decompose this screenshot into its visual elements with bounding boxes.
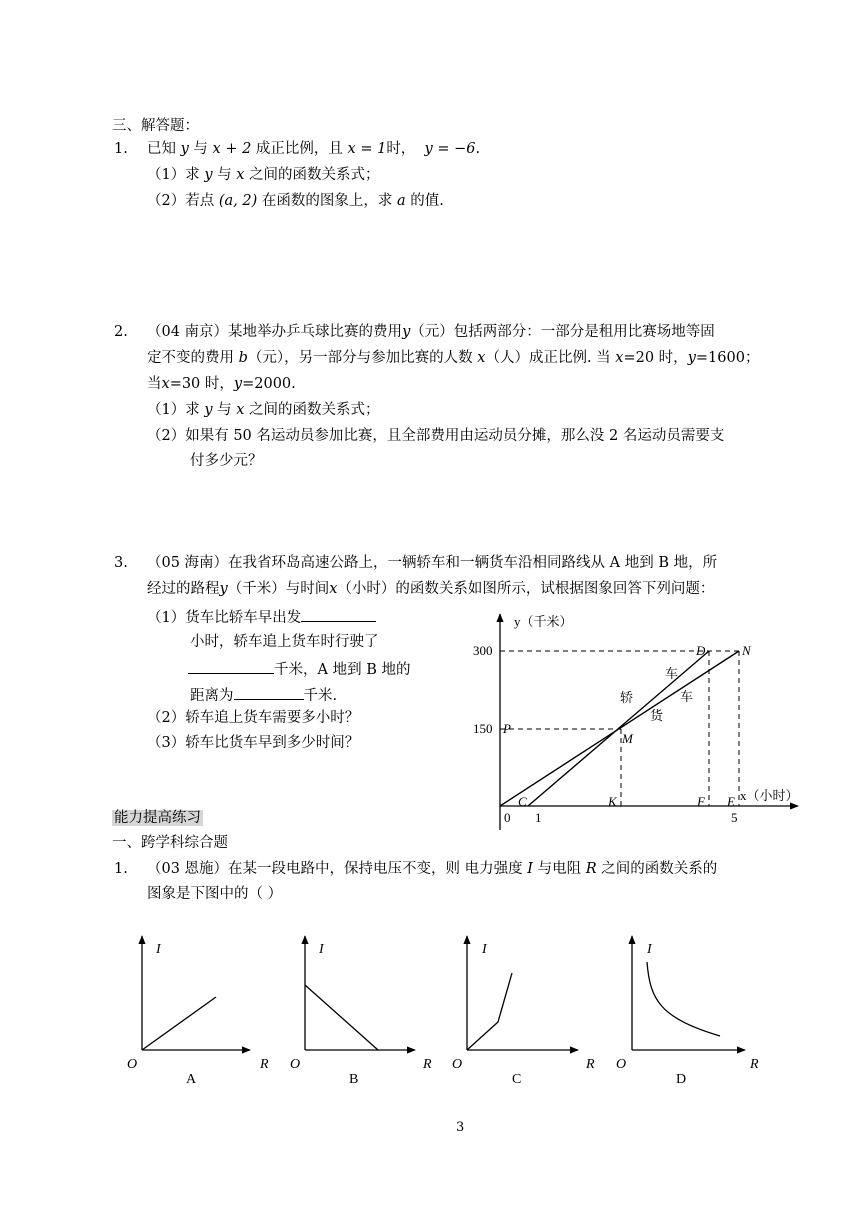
option-b-curve [305, 985, 378, 1050]
label-n: N [742, 643, 751, 658]
svg-text:R: R [423, 1057, 432, 1072]
svg-text:I: I [156, 942, 161, 957]
q3-number: 3. [114, 555, 128, 571]
option-c-graph [452, 936, 595, 1087]
option-b-letter: B [349, 1072, 359, 1087]
x-tick-5: 5 [731, 810, 738, 825]
q1-part2: （2）若点 (a, 2) 在函数的图象上，求 a 的值. [147, 193, 444, 209]
aq1-line2: 图象是下图中的（ ） [147, 886, 283, 902]
page-number: 3 [456, 1120, 465, 1135]
q3-part1-line2: 小时，轿车追上货车时行驶了 [190, 634, 379, 650]
q3-line2: 经过的路程y（千米）与时间x（小时）的函数关系如图所示，试根据图象回答下列问题： [147, 581, 715, 597]
label-p: P [503, 721, 511, 736]
label-c: C [518, 794, 527, 809]
distance-time-graph [460, 608, 810, 840]
option-d-graph [616, 936, 759, 1087]
label-f: F [697, 794, 705, 809]
truck-line [500, 651, 739, 806]
svg-text:O: O [616, 1057, 627, 1072]
svg-text:O: O [290, 1057, 301, 1072]
label-d: D [696, 643, 706, 658]
aq1-line1: （03 恩施）在某一段电路中，保持电压不变，则 电力强度 I 与电阻 R 之间的函数关系的 [147, 861, 718, 877]
option-c-curve [467, 973, 512, 1050]
q3-part1-line3: 千米，A 地到 B 地的 [188, 658, 410, 680]
answer-blank-2[interactable] [188, 658, 274, 674]
svg-text:I: I [647, 942, 652, 957]
option-b-graph [290, 936, 432, 1087]
q2-part2-line2: 付多少元？ [190, 453, 263, 469]
option-d-letter: D [676, 1072, 687, 1087]
option-graphs [120, 928, 770, 1090]
label-k: K [608, 794, 617, 809]
q3-line1: （05 海南）在我省环岛高速公路上，一辆轿车和一辆货车沿相同路线从 A 地到 B 地，所 [147, 555, 718, 571]
truck-char: 货 [650, 708, 664, 723]
q3-part2: （2）轿车追上货车需要多小时？ [147, 710, 360, 726]
option-d-curve [647, 962, 720, 1036]
car-char-lower: 车 [680, 689, 694, 704]
svg-text:O: O [452, 1057, 463, 1072]
ability-subheading: 一、跨学科综合题 [112, 835, 228, 851]
x-axis-label: x（小时） [740, 788, 799, 803]
ability-title: 能力提高练习 [114, 810, 201, 826]
label-m: M [622, 731, 633, 746]
answer-blank-3[interactable] [234, 684, 304, 700]
q1-number: 1. [114, 141, 128, 157]
y-tick-300: 300 [473, 643, 493, 658]
q2-part2-line1: （2）如果有 50 名运动员参加比赛，且全部费用由运动员分摊，那么没 2 名运动员需要支 [147, 428, 725, 444]
q3-part3: （3）轿车比货车早到多少时间？ [147, 735, 360, 751]
option-c-letter: C [512, 1072, 522, 1087]
svg-text:R: R [750, 1057, 759, 1072]
aq1-number: 1. [114, 861, 128, 877]
svg-text:I: I [319, 942, 324, 957]
svg-text:I: I [482, 942, 487, 957]
q3-part1-line4: 距离为 千米. [190, 684, 337, 706]
car-char-upper: 车 [665, 666, 679, 681]
y-tick-150: 150 [473, 721, 493, 736]
section-heading: 三、解答题： [112, 118, 199, 134]
svg-text:R: R [260, 1057, 269, 1072]
q1-stem: 已知 y 与 x + 2 成正比例，且 x = 1时， y = −6. [147, 141, 481, 157]
q2-number: 2. [114, 324, 128, 340]
option-a-letter: A [186, 1072, 197, 1087]
q2-line2: 定不变的费用 b（元），另一部分与参加比赛的人数 x（人）成正比例. 当 x=20 时，y=1600； [147, 350, 760, 366]
answer-blank-1[interactable] [301, 606, 376, 622]
y-axis-label: y（千米） [514, 614, 573, 629]
svg-text:O: O [127, 1057, 138, 1072]
svg-text:R: R [586, 1057, 595, 1072]
q2-line3: 当x=30 时，y=2000. [147, 376, 296, 392]
car-char-jiao: 轿 [620, 690, 634, 705]
option-a-curve [142, 997, 216, 1050]
label-e: E [727, 794, 735, 809]
q2-part1: （1）求 y 与 x 之间的函数关系式； [147, 402, 380, 418]
x-tick-0: 0 [504, 810, 511, 825]
x-tick-1: 1 [535, 810, 542, 825]
q1-part1: （1）求 y 与 x 之间的函数关系式； [147, 167, 380, 183]
q3-part1-line1: （1）货车比轿车早出发 [147, 606, 376, 628]
q2-line1: （04 南京）某地举办乒乓球比赛的费用y（元）包括两部分：一部分是租用比赛场地等固 [147, 324, 715, 340]
option-a-graph [127, 936, 269, 1087]
